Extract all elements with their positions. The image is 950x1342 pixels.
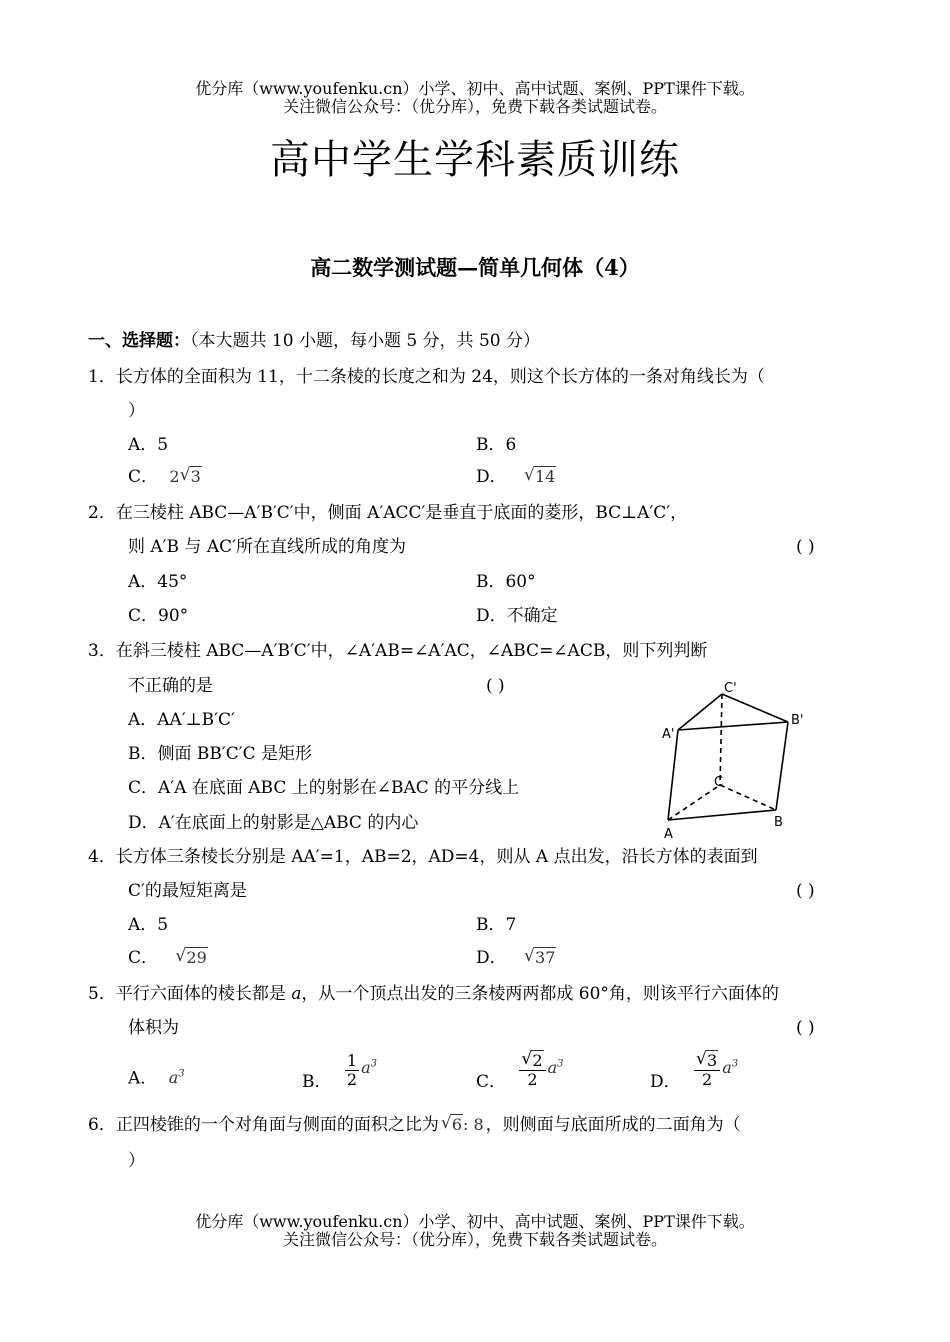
q2-text: 2．在三棱柱 ABC—A′B′C′中，侧面 A′ACC′是垂直于底面的菱形，BC⊥A′C′，: [88, 503, 688, 523]
q3-option-c: C．A′A 在底面 ABC 上的射影在∠BAC 的平分线上: [128, 778, 520, 798]
q1-option-c-label: C．: [128, 467, 159, 487]
q6-text-pre: 6．正四棱锥的一个对角面与侧面的面积之比为: [88, 1115, 439, 1135]
q6-text: 6．正四棱锥的一个对角面与侧面的面积之比为 √ 6: 8 ，则侧面与底面所成的二面角为（: [88, 1113, 741, 1135]
section-label: 一、选择题：: [88, 331, 190, 351]
q5-variable: a: [291, 984, 302, 1004]
q5-option-b-label: B．: [302, 1072, 332, 1092]
q5-option-a: [128, 1064, 185, 1089]
edge-aa: [668, 730, 678, 820]
label-a: A: [664, 827, 673, 842]
q5-option-b-num: 1: [346, 1051, 358, 1070]
q5-option-a-exp: 3: [178, 1069, 185, 1080]
section-note: （本大题共 10 小题，每小题 5 分，共 50 分）: [190, 331, 541, 351]
q5-option-d-base: a: [722, 1058, 732, 1077]
q1-option-d-radicand: 14: [535, 467, 556, 486]
edge-bc-hidden: [720, 785, 776, 810]
q5-option-b-den: 2: [346, 1070, 358, 1089]
q2-option-b: B．60°: [476, 572, 536, 592]
q6-ratio-rest: : 8: [463, 1115, 484, 1134]
q4-text-2: C′的最短矩离是: [128, 881, 247, 901]
footer-line-1: 优分库（www.youfenku.cn）小学、初中、高中试题、案例、PPT课件下载。: [195, 1212, 755, 1231]
q3-text-2: 不正确的是: [128, 676, 213, 696]
label-a-prime: A': [662, 727, 675, 742]
q6-text-post: ，则侧面与底面所成的二面角为（: [485, 1115, 741, 1135]
q2-option-c: C．90°: [128, 606, 189, 626]
q4-option-c-label: C．: [128, 948, 159, 968]
q2-answer-paren: ( ): [796, 537, 815, 557]
q4-option-a: A．5: [128, 915, 169, 935]
q3-option-a: A．AA′⊥B′C′: [128, 710, 235, 730]
q1-option-c-coef: 2: [169, 467, 180, 486]
q5-text: [88, 983, 779, 1005]
label-b-prime: B': [791, 713, 804, 728]
q1-close: ）: [128, 401, 145, 421]
q1-option-c-radicand: 3: [190, 467, 201, 486]
q1-option-b: B．6: [476, 435, 517, 455]
q3-option-d: D．A′在底面上的射影是△ABC 的内心: [128, 813, 419, 833]
edge-ab-bottom: [668, 810, 776, 820]
q4-option-c: C． √ 29: [128, 946, 207, 968]
q5-answer-paren: ( ): [796, 1018, 815, 1038]
q5-option-c-label: C．: [476, 1072, 507, 1092]
q3-option-b: B．侧面 BB′C′C 是矩形: [128, 744, 313, 764]
q5-option-a-label: A．: [128, 1068, 158, 1089]
q1-option-c: C． 2 √ 3: [128, 465, 201, 487]
q4-option-d: D． √ 37: [476, 946, 556, 968]
q1-option-a: A．5: [128, 435, 169, 455]
q6-ratio-radicand: 6: [451, 1115, 463, 1134]
edge-cc-hidden: [720, 694, 722, 785]
q4-text: 4．长方体三条棱长分别是 AA′=1，AB=2，AD=4，则从 A 点出发，沿长方体的表面到: [88, 847, 758, 867]
q3-answer-paren: ( ): [486, 676, 505, 696]
q5-text-2: 体积为: [128, 1018, 179, 1038]
section-heading: [88, 330, 540, 352]
header-line-1: 优分库（www.youfenku.cn）小学、初中、高中试题、案例、PPT课件下载。: [195, 79, 755, 98]
q5-option-d-radicand: 3: [707, 1051, 718, 1070]
q1-text: 1．长方体的全面积为 11，十二条棱的长度之和为 24，则这个长方体的一条对角线长为（: [88, 367, 765, 387]
edge-cb-top: [722, 694, 788, 722]
q5-option-d: D． √ 3 2 $a^3$: [650, 1049, 739, 1092]
label-b: B: [774, 815, 783, 830]
q5-option-c: C． √ 2 2 $a^3$: [476, 1049, 564, 1092]
label-c-prime: C': [724, 681, 737, 696]
edge-bb: [776, 722, 788, 810]
edge-ab-top: [678, 722, 788, 730]
q1-option-d-label: D．: [476, 467, 507, 487]
q4-option-b: B．7: [476, 915, 517, 935]
edge-ca-top: [678, 694, 722, 730]
q4-option-c-radicand: 29: [186, 948, 207, 967]
page-subtitle: 高二数学测试题—简单几何体（4）: [310, 255, 640, 280]
q5-option-c-den: 2: [527, 1070, 538, 1089]
q5-option-b: [302, 1051, 378, 1092]
q5-option-d-label: D．: [650, 1072, 681, 1092]
q6-close: ）: [128, 1151, 145, 1171]
q5-option-d-exp: 3: [731, 1058, 739, 1070]
q5-option-b-exp: 3: [370, 1058, 378, 1070]
q5-option-c-base: a: [547, 1058, 558, 1077]
q4-answer-paren: ( ): [796, 881, 815, 901]
q4-option-d-radicand: 37: [535, 948, 556, 967]
header-line-2: 关注微信公众号：（优分库），免费下载各类试题试卷。: [282, 97, 667, 116]
footer-line-2: 关注微信公众号：（优分库），免费下载各类试题试卷。: [282, 1230, 667, 1249]
edge-ac-hidden: [668, 785, 720, 820]
q5-option-d-den: 2: [702, 1070, 713, 1089]
q2-option-d: D．不确定: [476, 606, 558, 626]
q5-option-b-base: a: [361, 1058, 371, 1077]
q4-option-d-label: D．: [476, 948, 507, 968]
q2-text-2: 则 A′B 与 AC′所在直线所成的角度为: [128, 537, 406, 557]
page-title: 高中学生学科素质训练: [270, 137, 680, 183]
label-c: C: [714, 775, 724, 790]
q5-option-c-exp: 3: [557, 1058, 564, 1070]
q5-text-pre: 5．平行六面体的棱长都是: [88, 984, 292, 1004]
q5-text-post: ，从一个顶点出发的三条棱两两都成 60°角，则该平行六面体的: [301, 984, 779, 1004]
q3-text: 3．在斜三棱柱 ABC—A′B′C′中，∠A′AB=∠A′AC，∠ABC=∠ACB，则下列判断: [88, 641, 708, 661]
q5-option-c-radicand: 2: [532, 1051, 543, 1070]
q2-option-a: A．45°: [128, 572, 188, 592]
q5-option-a-base: a: [168, 1068, 179, 1088]
q1-option-d: D． √ 14: [476, 465, 556, 487]
prism-figure: [650, 680, 820, 845]
